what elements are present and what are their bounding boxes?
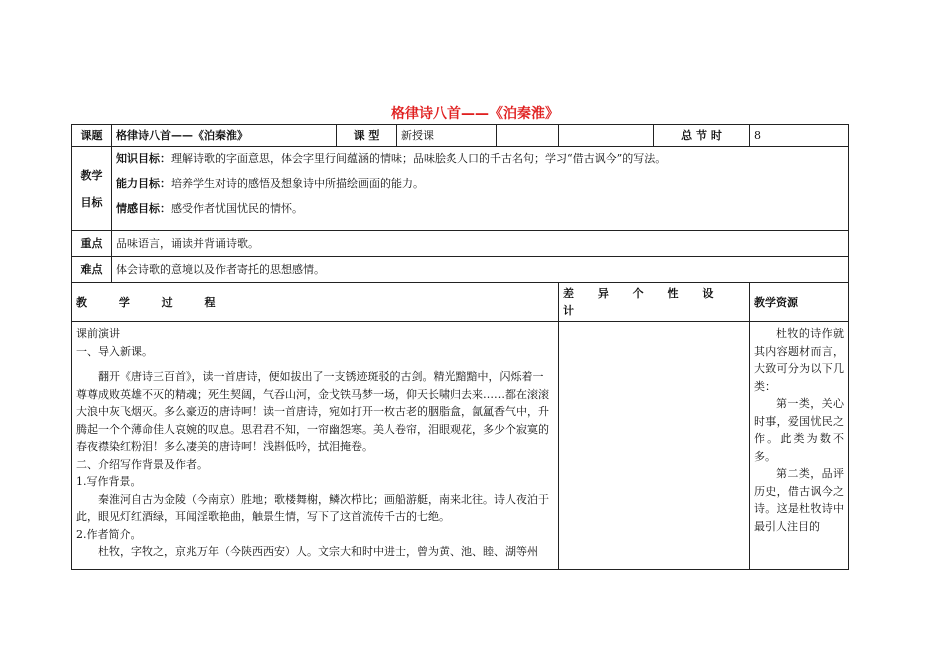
difficulty-row [72,257,849,283]
knowledge-label: 知识目标： [116,152,171,165]
differentiated-column-header [559,283,750,322]
ability-objective [116,175,844,192]
author-paragraph: 杜牧，字牧之，京兆万年（今陕西西安）人。文宗大和时中进士，曾为黄、池、睦、湖等州 [98,545,538,558]
difficulty-text: 体会诗歌的意境以及作者寄托的思想感情。 [112,257,849,283]
section-header-row [72,283,849,322]
resources-column-header: 教学资源 [750,283,849,322]
knowledge-text: 理解诗歌的字面意思，体会字里行间蕴涵的情味；品味脍炙人口的千古名句；学习“借古讽今”的写法。 [171,152,667,165]
blank-cell [559,125,654,147]
objectives-label-line1: 教学 [80,168,103,182]
process-column-header [72,283,559,322]
hours-value: 8 [750,125,849,147]
objectives-row [72,147,849,231]
emotion-label: 情感目标： [116,202,171,215]
topic-value: 格律诗八首——《泊秦淮》 [112,125,337,147]
resources-content [750,322,849,570]
lesson-plan-table [71,124,849,570]
resources-paragraph-2: 第一类，关心时事，爱国忧民之作。此类为数不多。 [754,397,845,463]
background-paragraph: 秦淮河自古为金陵（今南京）胜地；歌楼舞榭，鳞次栉比；画船游艇，南来北往。诗人夜泊于此，眼见灯红酒绿，耳闻淫歌艳曲，触景生情，写下了这首流传千古的七绝。 [76,492,549,523]
emotion-text: 感受作者忧国忧民的情怀。 [171,202,303,215]
ability-text: 培养学生对诗的感悟及想象诗中所描绘画面的能力。 [171,177,424,190]
hours-label: 总 节 时 [654,125,750,147]
section-background-heading: 二、介绍写作背景及作者。 [76,457,208,471]
process-column-title: 教 学 过 程 [76,295,230,309]
key-point-text: 品味语言，诵读并背诵诗歌。 [112,231,849,257]
objectives-content [112,147,849,231]
document-title: 格律诗八首——《泊秦淮》 [391,106,559,122]
objectives-label-line2: 目标 [80,195,103,209]
difficulty-label: 难点 [72,257,112,283]
type-label: 课 型 [337,125,397,147]
blank-cell [497,125,559,147]
topic-label: 课题 [72,125,112,147]
content-row [72,322,849,570]
key-point-row [72,231,849,257]
header-row [72,125,849,147]
process-content [72,322,559,570]
author-subheading: 2.作者简介。 [76,527,142,541]
type-value: 新授课 [397,125,497,147]
emotion-objective [116,200,844,217]
resources-paragraph-1: 杜牧的诗作就其内容题材而言，大致可分为以下几类： [754,327,845,393]
section-intro-heading: 一、导入新课。 [76,344,153,358]
ability-label: 能力目标： [116,177,171,190]
key-point-label: 重点 [72,231,112,257]
knowledge-objective [116,150,844,167]
background-subheading: 1.写作背景。 [76,475,142,488]
pre-class-speech: 课前演讲 [76,327,120,340]
resources-paragraph-3: 第二类，品评历史，借古讽今之诗。这是杜牧诗中最引人注目的 [754,467,845,533]
intro-paragraph: 翻开《唐诗三百首》，读一首唐诗，便如拔出了一支锈迹斑驳的古剑。精光黯黯中，闪烁着一尊尊成败英雄不灭的精魂；死生契阔，气吞山河，金戈铁马梦一场，仰天长啸归去来……都在滚滚大浪中灰飞烟灭。多么豪迈的唐诗呵！读一首唐诗，宛如打开一枚古老的胭脂盒，氤氲香气中，升腾起一个个薄命佳人哀婉的叹息。思君君不知，一帘幽怨寒。美人卷帘，泪眼观花，多少个寂寞的春夜襟染红粉泪！多么凄美的唐诗呵！浅斟低吟，拭泪掩卷。 [76,370,549,453]
differentiated-column-title: 差 异 个 性 设 计 [563,287,724,317]
objectives-label [72,147,112,231]
differentiated-content [559,322,750,570]
